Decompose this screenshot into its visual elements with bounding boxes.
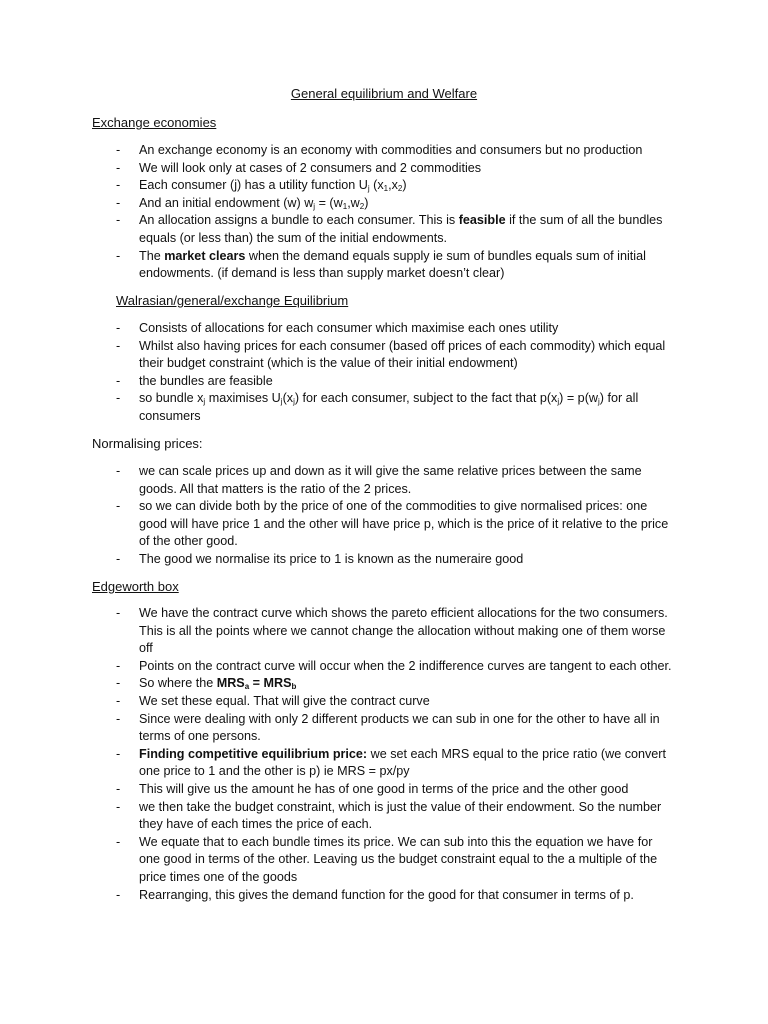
exchange-economies-list <box>116 142 676 283</box>
list-item: - The good we normalise its price to 1 is known as the numeraire good <box>116 551 676 569</box>
list-item: - We have the contract curve which shows the pareto efficient allocations for the two consumers. This is all the points where we cannot change the allocation without making one of them worse off <box>116 605 676 658</box>
normalising-prices-list <box>116 463 676 569</box>
list-item: - Consists of allocations for each consumer which maximise each ones utility <box>116 320 676 338</box>
list-item: - An exchange economy is an economy with commodities and consumers but no production <box>116 142 676 160</box>
list-item: - An allocation assigns a bundle to each consumer. This is feasible if the sum of all the bundles equals (or less than) the sum of the initial endowments. <box>116 212 676 247</box>
document-title: General equilibrium and Welfare <box>290 86 478 101</box>
list-item: - Finding competitive equilibrium price: we set each MRS equal to the price ratio (we convert one price to 1 and the other is p) ie MRS = px/py <box>116 746 676 781</box>
list-item: - so bundle $x_j$ maximises $U_j(x_j)$ for each consumer, subject to the fact that $p(x_j) = p(w_j)$ for all consumers <box>116 390 676 425</box>
walrasian-equilibrium-heading: Walrasian/general/exchange Equilibrium <box>116 293 349 308</box>
list-item: - We equate that to each bundle times its price. We can sub into this the equation we have for one good in terms of the other. Leaving us the budget constraint equal to the a multiple of the price times one of the goods <box>116 834 676 887</box>
list-item: - Each consumer (j) has a utility function $U_j$ $(x_1,x_2)$ <box>116 177 676 195</box>
edgeworth-box-list <box>116 605 676 904</box>
list-item: - so we can divide both by the price of one of the commodities to give normalised prices: one good will have price 1 and the other will have price p, which is the price of it relative to the price of the other good. <box>116 498 676 551</box>
list-item: - And an initial endowment (w) $w_j = (w_1,w_2)$ <box>116 195 676 213</box>
list-item: - We will look only at cases of 2 consumers and 2 commodities <box>116 160 676 178</box>
list-item: - we then take the budget constraint, which is just the value of their endowment. So the number they have of each times the price of each. <box>116 799 676 834</box>
list-item: - Rearranging, this gives the demand function for the good for that consumer in terms of p. <box>116 887 676 905</box>
edgeworth-box-heading: Edgeworth box <box>92 579 179 594</box>
list-item: - So where the $MRS_a = MRS_b$ <box>116 675 676 693</box>
list-item: - We set these equal. That will give the contract curve <box>116 693 676 711</box>
list-item: - Since were dealing with only 2 different products we can sub in one for the other to have all in terms of one persons. <box>116 711 676 746</box>
walrasian-equilibrium-list <box>116 320 676 426</box>
exchange-economies-heading: Exchange economies <box>92 115 217 130</box>
list-item: - This will give us the amount he has of one good in terms of the price and the other good <box>116 781 676 799</box>
list-item: - the bundles are feasible <box>116 373 676 391</box>
normalising-prices-heading: Normalising prices: <box>92 436 203 451</box>
list-item: - we can scale prices up and down as it will give the same relative prices between the same goods. All that matters is the ratio of the 2 prices. <box>116 463 676 498</box>
list-item: - The market clears when the demand equals supply ie sum of bundles equals sum of initial endowments. (if demand is less than supply market doesn’t clear) <box>116 248 676 283</box>
list-item: - Points on the contract curve will occur when the 2 indifference curves are tangent to each other. <box>116 658 676 676</box>
list-item: - Whilst also having prices for each consumer (based off prices of each commodity) which equal their budget constraint (which is the value of their initial endowment) <box>116 338 676 373</box>
